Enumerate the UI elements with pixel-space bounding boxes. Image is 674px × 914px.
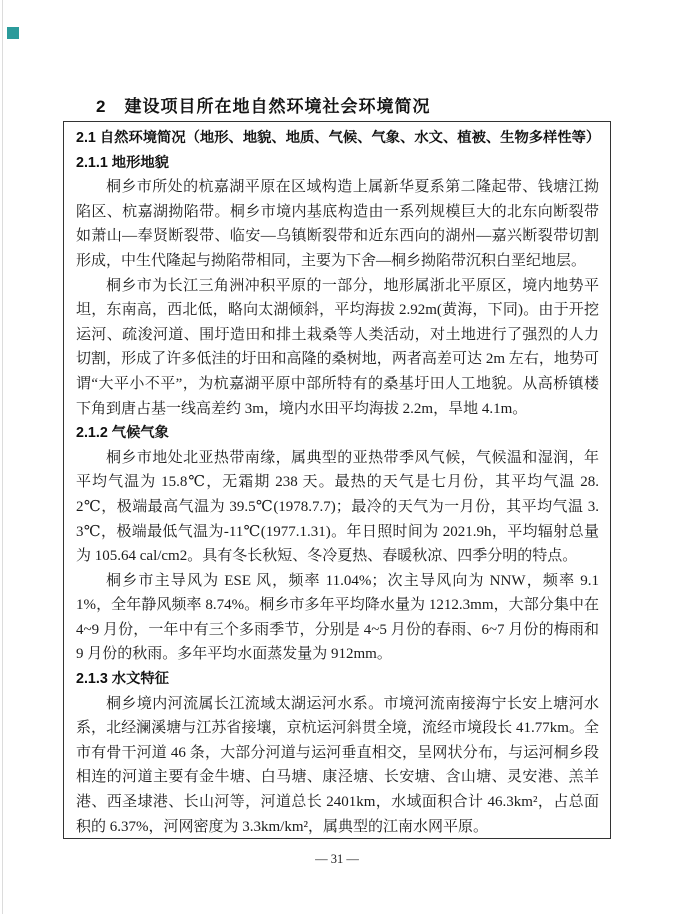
page-left-edge — [2, 0, 3, 914]
paragraph-climate-1: 桐乡市地处北亚热带南缘，属典型的亚热带季风气候，气候温和湿润，年平均气温为 15.8℃，无霜期 238 天。最热的天气是七月份，其平均气温 28.2℃，极端最高气温为 39.5℃(1978.7.7)；最冷的天气为一月份，其平均气温 3.3℃，极端最低气温为-11℃(1977.1.31)。年日照时间为 2021.9h，平均辐射总量为 105.64 cal/cm2。具有冬长秋短、冬冷夏热、春暖秋凉、四季分明的特点。 — [76, 449, 599, 565]
chapter-title: 2 建设项目所在地自然环境社会环境简况 — [96, 97, 431, 117]
section-2-1-3-heading: 2.1.3 水文特征 — [76, 671, 169, 688]
paragraph-terrain-1: 桐乡市所处的杭嘉湖平原在区域构造上属新华夏系第二隆起带、钱塘江拗陷区、杭嘉湖拗陷带。桐乡市境内基底构造由一系列规模巨大的北东向断裂带如萧山—奉贤断裂带、临安—乌镇断裂带和近东西向的湖州—嘉兴断裂带切割形成，中生代隆起与拗陷带相同，主要为下舍—桐乡拗陷带沉积白垩纪地层。 — [76, 179, 599, 269]
content-box — [63, 121, 611, 839]
paragraph-hydrology-1: 桐乡境内河流属长江流域太湖运河水系。市境河流南接海宁长安上塘河水系，北经澜溪塘与江苏省接壤，京杭运河斜贯全境，流经市境段长 41.77km。全市有骨干河道 46 条，大部分河道与运河垂直相交，呈网状分布，与运河桐乡段相连的河道主要有金牛塘、白马塘、康泾塘、长安塘、含山塘、灵安港、羔羊港、西圣埭港、长山河等，河道总长 2401km，水域面积合计 46.3km²，占总面积的 6.37%，河网密度为 3.3km/km²，属典型的江南水网平原。 — [76, 695, 599, 835]
page-number: — 31 — — [315, 852, 359, 866]
section-2-1-heading: 2.1 自然环境简况（地形、地貌、地质、气候、气象、水文、植被、生物多样性等） — [76, 130, 601, 146]
section-2-1-1-heading: 2.1.1 地形地貌 — [76, 154, 169, 171]
paragraph-terrain-2: 桐乡市为长江三角洲冲积平原的一部分，地形属浙北平原区，境内地势平坦，东南高，西北低，略向太湖倾斜，平均海拔 2.92m(黄海，下同)。由于开挖运河、疏浚河道、围圩造田和排土栽桑等人类活动，对土地进行了强烈的人力切割，形成了许多低洼的圩田和高隆的桑树地，两者高差可达 2m 左右，地势可谓“大平小不平”，为杭嘉湖平原中部所特有的桑基圩田人工地貌。从高桥镇楼下角到唐占基一线高差约 3m，境内水田平均海拔 2.2m，旱地 4.1m。 — [76, 277, 599, 417]
paragraph-climate-2: 桐乡市主导风为 ESE 风，频率 11.04%；次主导风向为 NNW，频率 9.11%，全年静风频率 8.74%。桐乡市多年平均降水量为 1212.3mm，大部分集中在 4~9 月份，一年中有三个多雨季节，分别是 4~5 月份的春雨、6~7 月份的梅雨和 9 月份的秋雨。多年平均水面蒸发量为 912mm。 — [76, 572, 599, 663]
teal-marker — [7, 27, 19, 39]
section-2-1-2-heading: 2.1.2 气候气象 — [76, 425, 169, 442]
